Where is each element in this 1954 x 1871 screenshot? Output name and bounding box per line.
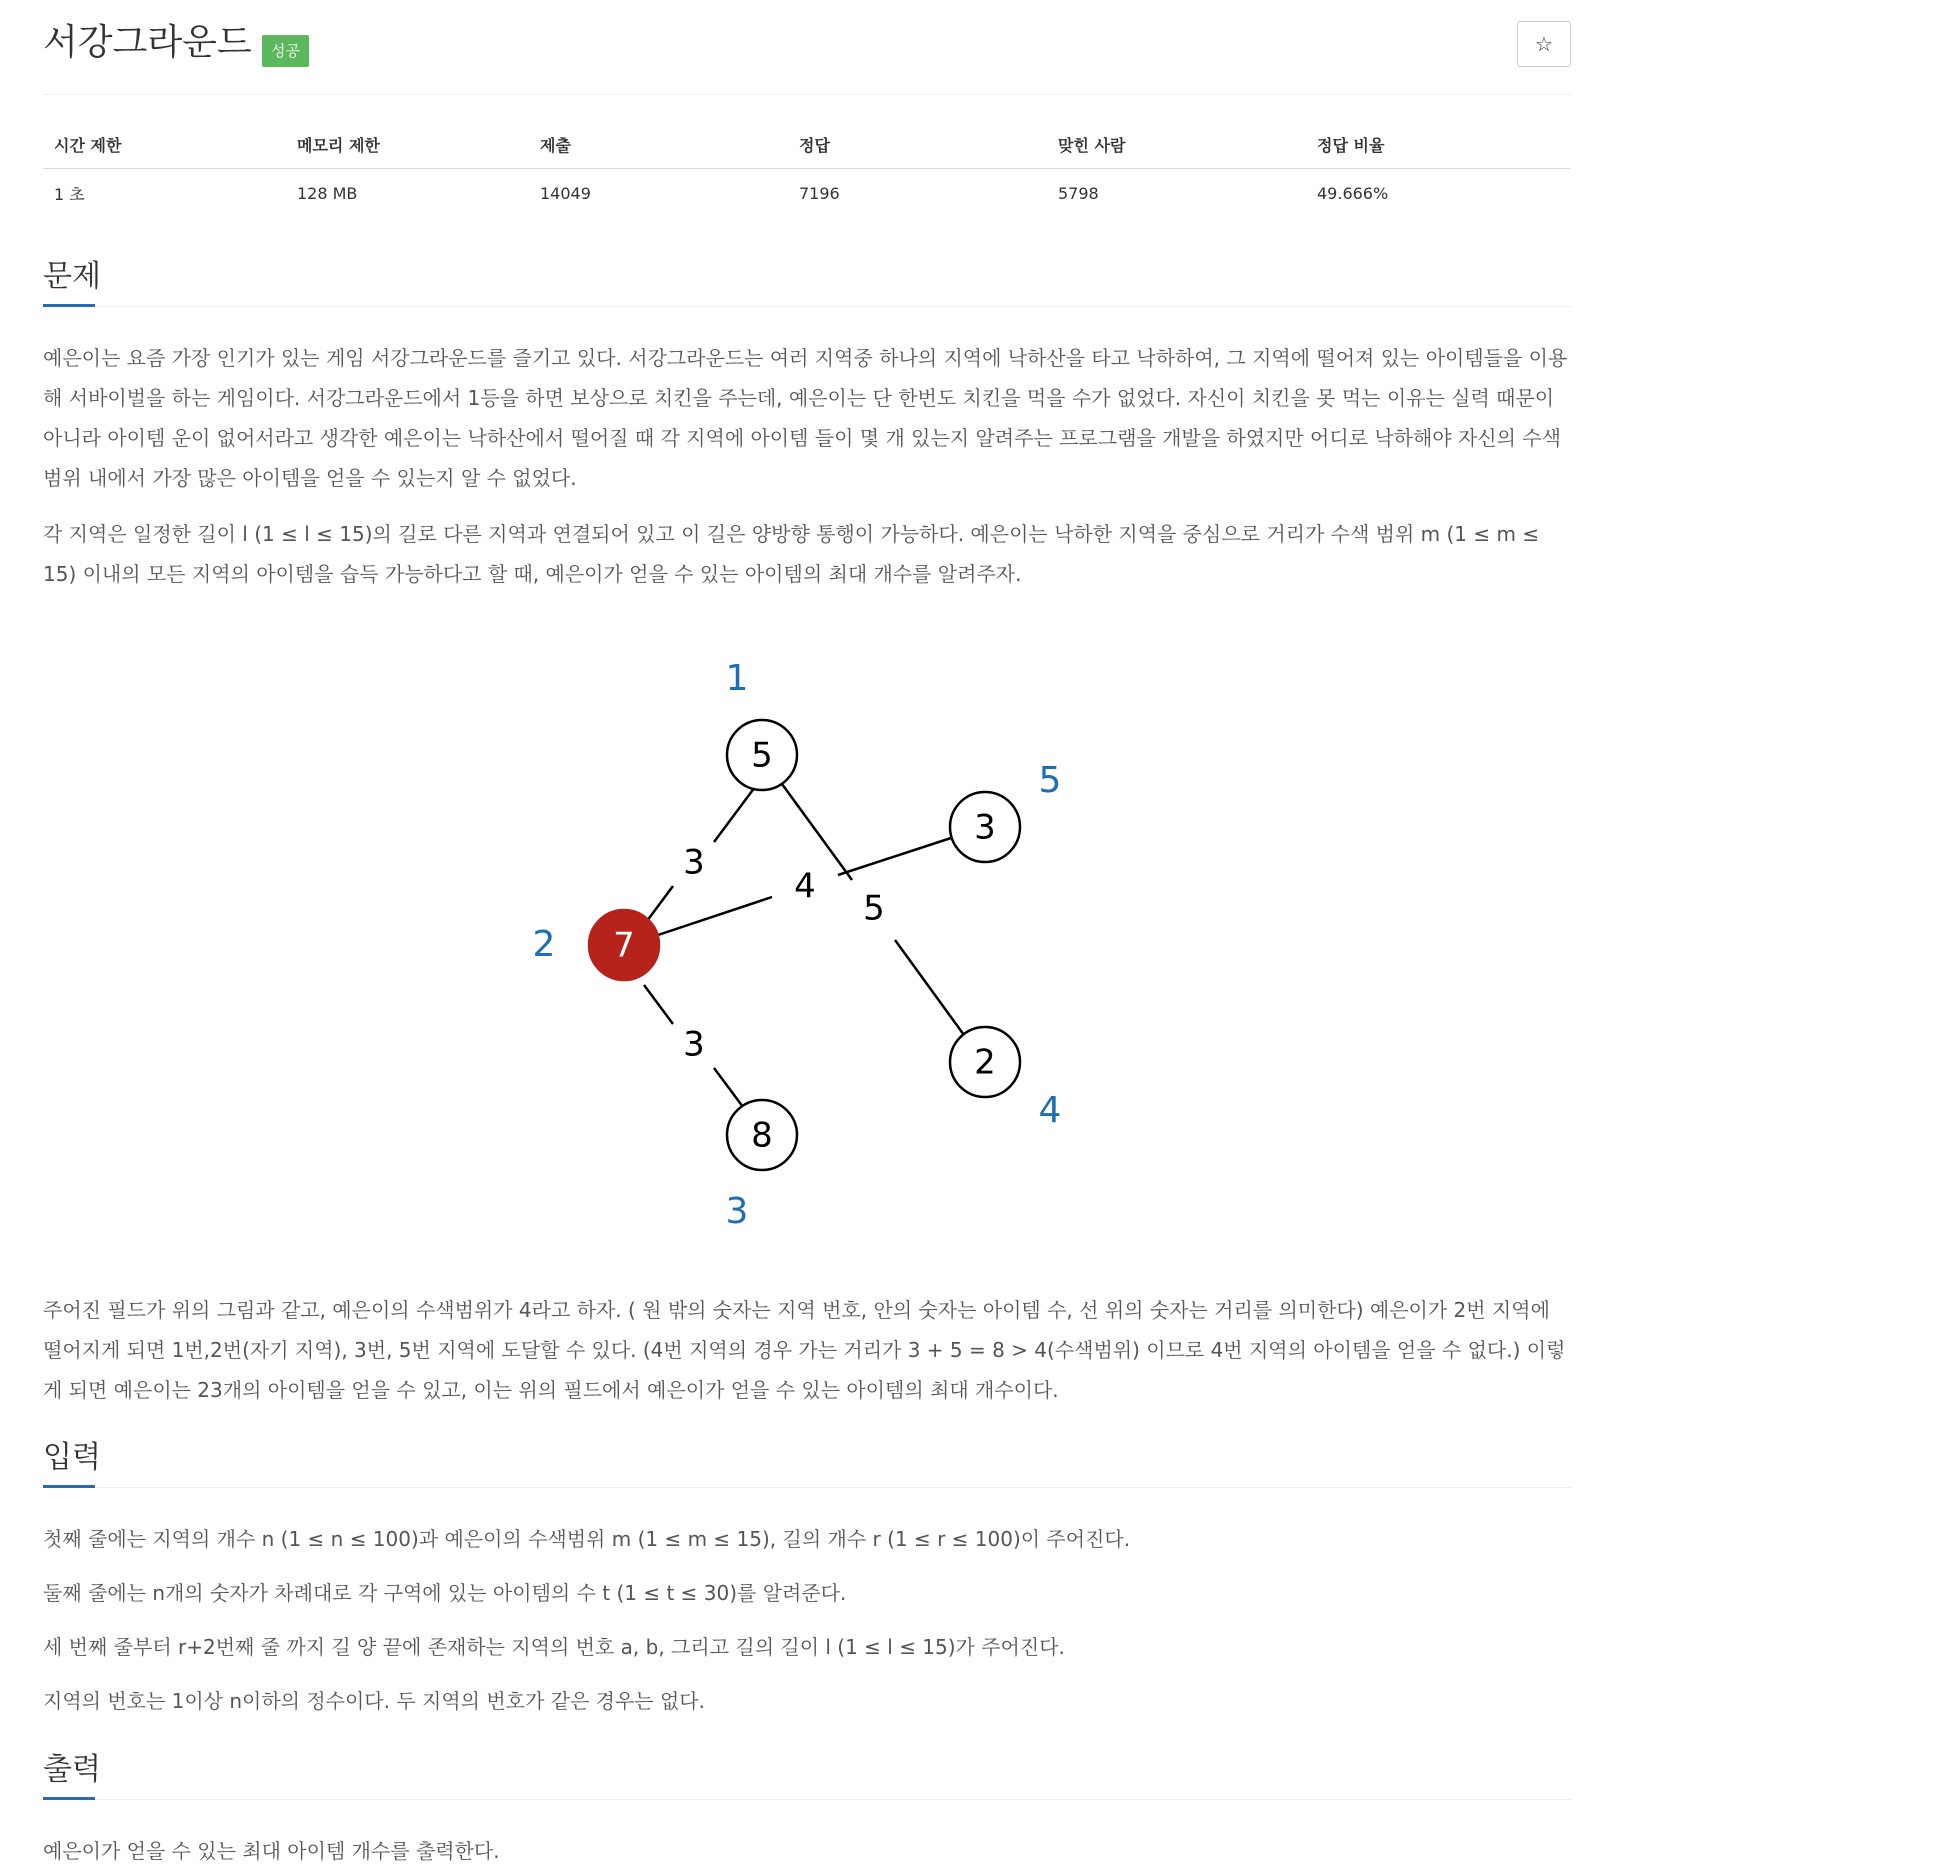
edge-2-3-segment-b — [714, 1068, 743, 1107]
value-submissions[interactable]: 14049 — [540, 183, 591, 203]
node-item-count: 2 — [974, 1042, 996, 1083]
node-item-count: 8 — [751, 1115, 773, 1156]
problem-paragraph-1: 예은이는 요즘 가장 인기가 있는 게임 서강그라운드를 즐기고 있다. 서강그라운드는 여러 지역중 하나의 지역에 낙하산을 타고 낙하하여, 그 지역에 떨어져 있는 아이템들을 이용해 서바이벌을 하는 게임이다. 서강그라운드에서 1등을 하면 보상으로 치킨을 주는데, 예은이는 단 한번도 치킨을 먹을 수가 없었다. 자신이 치킨을 못 먹는 이유는 실력 때문이 아니라 아이템 운이 없어서라고 생각한 예은이는 낙하산에서 떨어질 때 각 지역에 아이템 들이 몇 개 있는지 알려주는 프로그램을 개발을 하였지만 어디로 낙하해야 자신의 수색 범위 내에서 가장 많은 아이템을 얻을 수 있는지 알 수 없었다. — [43, 346, 1568, 490]
node-item-count: 3 — [974, 807, 996, 848]
title-row — [43, 0, 1571, 95]
output-section-title: 출력 — [43, 1752, 101, 1787]
problem-section-header — [43, 256, 1571, 307]
header-submissions: 제출 — [529, 120, 788, 169]
page-title: 서강그라운드 — [43, 22, 252, 63]
info-table-header-row — [43, 120, 1571, 169]
value-time-limit: 1 초 — [54, 184, 85, 204]
value-accept-ratio: 49.666% — [1317, 183, 1389, 203]
problem-paragraph-2: 각 지역은 일정한 길이 l (1 ≤ l ≤ 15)의 길로 다른 지역과 연결되어 있고 이 길은 양방향 통행이 가능하다. 예은이는 낙하한 지역을 중심으로 거리가 수색 범위 m (1 ≤ m ≤ 15) 이내의 모든 지역의 아이템을 습득 가능하다고 할 때, 예은이가 얻을 수 있는 아이템의 최대 개수를 알려주자. — [43, 522, 1540, 586]
input-paragraph-4: 지역의 번호는 1이상 n이하의 정수이다. 두 지역의 번호가 같은 경우는 없다. — [43, 1689, 705, 1713]
input-section-header — [43, 1437, 1571, 1488]
edge-length-label: 5 — [863, 888, 885, 929]
output-paragraph-1: 예은이가 얻을 수 있는 최대 아이템 개수를 출력한다. — [43, 1839, 500, 1863]
section-underline — [43, 1485, 95, 1488]
input-section-title: 입력 — [43, 1440, 101, 1475]
edge-2-5-segment-b — [838, 838, 951, 875]
header-accept-ratio: 정답 비율 — [1306, 120, 1571, 169]
edge-2-5-segment-a — [658, 897, 772, 935]
problem-paragraph-3: 주어진 필드가 위의 그림과 같고, 예은이의 수색범위가 4라고 하자. ( 원 밖의 숫자는 지역 번호, 안의 숫자는 아이템 수, 선 위의 숫자는 거리를 의미한다) 예은이가 2번 지역에 떨어지게 되면 1번,2번(자기 지역), 3번, 5번 지역에 도달할 수 있다. (4번 지역의 경우 가는 거리가 3 + 5 = 8 > 4(수색범위) 이므로 4번 지역의 아이템을 얻을 수 없다.) 이렇게 되면 예은이는 23개의 아이템을 얻을 수 있고, 이는 위의 필드에서 예은이가 얻을 수 있는 아이템의 최대 개수이다. — [43, 1298, 1566, 1402]
edge-length-label: 3 — [683, 1024, 705, 1065]
section-underline — [43, 304, 95, 307]
edge-1-4-segment-a — [782, 784, 852, 880]
header-accepted: 정답 — [788, 120, 1047, 169]
star-icon: ☆ — [1535, 32, 1553, 56]
section-underline — [43, 1797, 95, 1800]
problem-info-table — [43, 120, 1571, 217]
edge-1-2-segment-a — [714, 783, 758, 842]
favorite-star-button[interactable] — [1517, 21, 1571, 67]
header-solvers: 맞힌 사람 — [1047, 120, 1306, 169]
region-number-label: 3 — [725, 1191, 749, 1232]
field-graph-diagram — [490, 620, 1090, 1260]
edge-length-label: 3 — [683, 842, 705, 883]
header-memory-limit: 메모리 제한 — [286, 120, 529, 169]
output-section-header — [43, 1749, 1571, 1800]
value-solvers[interactable]: 5798 — [1058, 183, 1099, 203]
problem-section-title: 문제 — [43, 259, 101, 294]
node-item-count: 7 — [613, 925, 635, 966]
value-memory-limit: 128 MB — [297, 183, 358, 203]
value-accepted[interactable]: 7196 — [799, 183, 840, 203]
region-number-label: 5 — [1038, 760, 1062, 801]
info-table-row — [43, 169, 1571, 218]
region-number-label: 2 — [532, 924, 556, 965]
edge-1-4-segment-b — [895, 940, 964, 1035]
input-paragraph-2: 둘째 줄에는 n개의 숫자가 차례대로 각 구역에 있는 아이템의 수 t (1 ≤ t ≤ 30)를 알려준다. — [43, 1581, 847, 1605]
node-item-count: 5 — [751, 735, 773, 776]
edge-length-label: 4 — [794, 866, 816, 907]
header-time-limit: 시간 제한 — [43, 120, 286, 169]
region-number-label: 4 — [1038, 1090, 1062, 1131]
status-badge: 성공 — [262, 35, 309, 67]
input-paragraph-1: 첫째 줄에는 지역의 개수 n (1 ≤ n ≤ 100)과 예은이의 수색범위 m (1 ≤ m ≤ 15), 길의 개수 r (1 ≤ r ≤ 100)이 주어진다. — [43, 1527, 1131, 1551]
edge-2-3-segment-a — [644, 985, 673, 1024]
region-number-label: 1 — [725, 658, 749, 699]
problem-page — [43, 0, 1571, 1863]
input-paragraph-3: 세 번째 줄부터 r+2번째 줄 까지 길 양 끝에 존재하는 지역의 번호 a, b, 그리고 길의 길이 l (1 ≤ l ≤ 15)가 주어진다. — [43, 1635, 1065, 1659]
